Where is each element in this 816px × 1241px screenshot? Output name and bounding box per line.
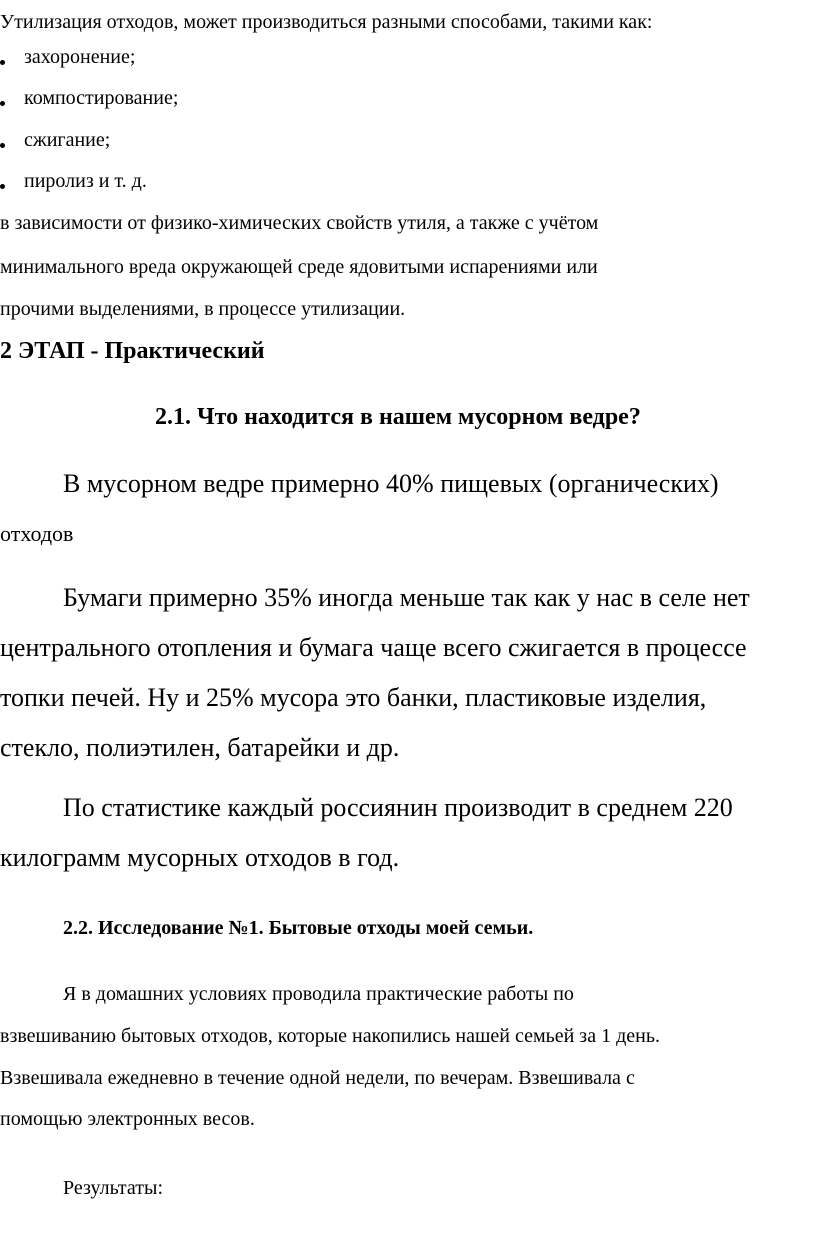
bullet-item: захоронение; xyxy=(24,46,136,68)
paragraph-line: стекло, полиэтилен, батарейки и др. xyxy=(0,733,400,762)
paragraph-line: По статистике каждый россиянин производит в среднем 220 xyxy=(63,793,733,822)
paragraph-line: В мусорном ведре примерно 40% пищевых (органических) xyxy=(63,469,719,498)
intro-continuation-line: минимального вреда окружающей среде ядовитыми испарениями или xyxy=(0,256,598,278)
intro-continuation-line: в зависимости от физико-химических свойств утиля, а также с учётом xyxy=(0,212,599,234)
bullet-dot xyxy=(0,101,5,106)
paragraph-line: отходов xyxy=(0,521,74,546)
intro-continuation-line: прочими выделениями, в процессе утилизации. xyxy=(0,298,406,320)
paragraph-line: Взвешивала ежедневно в течение одной недели, по вечерам. Взвешивала с xyxy=(0,1067,635,1089)
paragraph-line: Я в домашних условиях проводила практические работы по xyxy=(63,983,574,1005)
bullet-item: сжигание; xyxy=(24,129,111,151)
paragraph-line: взвешиванию бытовых отходов, которые накопились нашей семьей за 1 день. xyxy=(0,1025,660,1047)
bullet-dot xyxy=(0,60,5,65)
bullet-item: компостирование; xyxy=(24,87,179,109)
paragraph-line: помощью электронных весов. xyxy=(0,1108,255,1130)
stage-heading: 2 ЭТАП - Практический xyxy=(0,338,265,364)
paragraph-line: центрального отопления и бумага чаще всего сжигается в процессе xyxy=(0,633,747,662)
section-2-1-heading: 2.1. Что находится в нашем мусорном ведре? xyxy=(155,404,641,430)
bullet-dot xyxy=(0,184,5,189)
bullet-item: пиролиз и т. д. xyxy=(24,170,147,192)
paragraph-line: килограмм мусорных отходов в год. xyxy=(0,843,400,872)
paragraph-line: Бумаги примерно 35% иногда меньше так как у нас в селе нет xyxy=(63,583,750,612)
section-2-2-heading: 2.2. Исследование №1. Бытовые отходы моей семьи. xyxy=(63,917,534,939)
paragraph-line: топки печей. Ну и 25% мусора это банки, пластиковые изделия, xyxy=(0,683,707,712)
bullet-dot xyxy=(0,143,5,148)
intro-first-line: Утилизация отходов, может производиться разными способами, такими как: xyxy=(0,11,653,33)
results-label: Результаты: xyxy=(63,1177,163,1199)
